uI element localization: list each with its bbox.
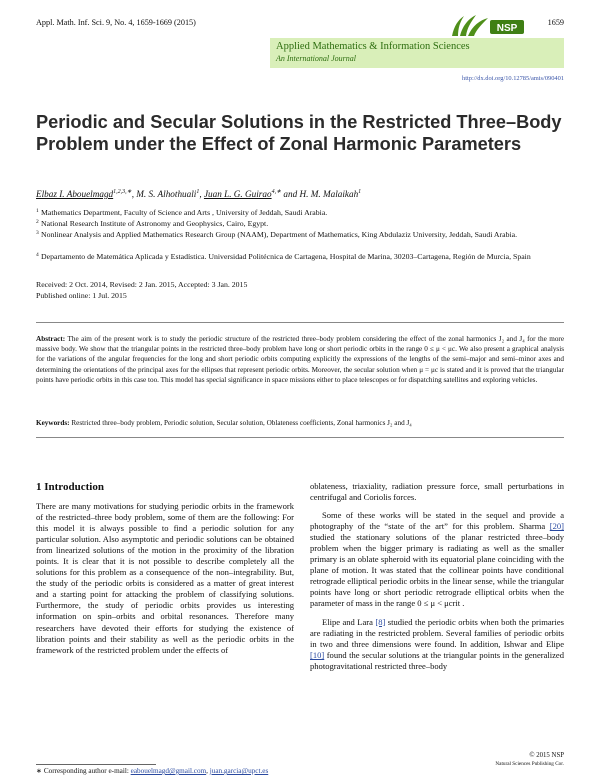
citation-link[interactable]: [20] — [549, 521, 564, 532]
section-heading: 1 Introduction — [36, 481, 104, 493]
footnote-rule — [36, 764, 156, 765]
left-column — [36, 501, 294, 656]
author-affiliation-marker: 4,∗ — [271, 188, 282, 195]
journal-logo — [446, 12, 526, 38]
author-affiliation-marker: 1 — [196, 188, 200, 195]
keywords-text: Restricted three–body problem, Periodic solution, Secular solution, Oblateness coefficients, Zonal harmonics J₂ and J₄ — [71, 419, 412, 427]
right-column — [310, 481, 564, 672]
email-link[interactable]: juan.garcia@upct.es — [209, 767, 269, 775]
abstract-text: The aim of the present work is to study the periodic structure of the restricted three–body problem considering the effect of the zonal harmonics J₂ and J₄ for the more massive body. We show that the triangular points in the restricted three–body problem have long or short periodic orbits in the range 0 ≤ μ < μc. We also present a graphical analysis for the variations of the angular frequencies for the long and short periodic orbits computing explicitly the expressions of the lengths of the semi–major and semi–minor axes and determining the orientations of the principal axes for the ellipses that represent periodic orbits. Moreover, the secular solution when μ = μc is stated and it is proved that the triangular points have periodic orbits in this case too. This model has special significance in space missions either to place telescopes or for dispatching satellites and exploring vehicles. — [36, 335, 565, 384]
author-affiliation-marker: 1 — [358, 188, 362, 195]
keywords — [36, 418, 564, 428]
author-name: M. S. Alhothuali — [136, 189, 197, 199]
author-name: H. M. Malaikah — [299, 189, 359, 199]
affiliation-1: 1 Mathematics Department, Faculty of Science and Arts , University of Jeddah, Saudi Arabia. — [36, 208, 328, 217]
page-number: 1659 — [547, 18, 564, 27]
logo-text: NSP — [496, 23, 518, 34]
affiliation-3: 3 Nonlinear Analysis and Applied Mathematics Research Group (NAAM), Department of Mathematics, King Abdulaziz University, Jeddah, Saudi Arabia. — [36, 230, 518, 239]
published-date: Published online: 1 Jul. 2015 — [36, 290, 127, 300]
citation-link[interactable]: [10] — [310, 649, 325, 660]
corresponding-author: ∗ Corresponding author e-mail: eabouelmagd@gmail.com, juan.garcia@upct.es — [36, 767, 269, 775]
abstract-label: Abstract: — [36, 335, 66, 343]
publisher: Natural Sciences Publishing Cor. — [495, 761, 564, 767]
copyright: © 2015 NSP — [529, 752, 564, 759]
article-dates — [36, 280, 247, 301]
author-list: Elbaz I. Abouelmagd$^{1,2,3,∗}$, M. S. Alhothuali$^1$, Juan L. G. Guirao$^{4,∗}$ and H. M. Malaikah$^1$ — [36, 188, 362, 199]
email-link[interactable]: eabouelmagd@gmail.com — [130, 767, 207, 775]
affiliation-2: 2 National Research Institute of Astronomy and Geophysics, Cairo, Egypt. — [36, 219, 269, 228]
affiliation-4: 4 Departamento de Matemática Aplicada y Estadística. Universidad Politécnica de Cartagena, Hospital de Marina, 30203–Cartagena, Región de Murcia, Spain — [36, 252, 531, 261]
author-affiliation-marker: 1,2,3,∗ — [113, 188, 132, 195]
keywords-label: Keywords: — [36, 419, 70, 427]
citation-link[interactable]: [8] — [375, 616, 386, 627]
paragraph: Some of these works will be stated in the sequel and provide a photography of the “state of the art” for this problem. Sharma [20] studied the stationary solutions of the planar restricted three–body problem when the bigger primary is radiating as well as the smaller primary is an oblate spheroid with its equatorial plane coinciding with the plane of motion. It was stated that the collinear points have conditional retrograde elliptical periodic orbits in the linear sense, while the triangular points have long or short periodic retrograde elliptical orbits when the parameter of mass in the range 0 ≤ μ < μcrit . — [310, 510, 564, 609]
journal-subtitle: An International Journal — [276, 54, 356, 63]
divider — [36, 322, 564, 323]
doi-link[interactable]: http://dx.doi.org/10.12785/amis/090401 — [462, 75, 564, 82]
article-title: Periodic and Secular Solutions in the Restricted Three–Body Problem under the Effect of Zonal Harmonic Parameters — [36, 112, 562, 154]
paragraph: oblateness, triaxiality, radiation pressure force, small perturbations in centrifugal and Coriolis forces. — [310, 481, 564, 503]
abstract — [36, 334, 564, 385]
author-name: Juan L. G. Guirao — [203, 189, 272, 199]
journal-title: Applied Mathematics & Information Sciences — [276, 41, 470, 52]
running-head: Appl. Math. Inf. Sci. 9, No. 4, 1659-1669 (2015) — [36, 18, 196, 27]
author-name: Elbaz I. Abouelmagd — [36, 189, 114, 199]
paragraph: There are many motivations for studying periodic orbits in the framework of the restricted–three body problem, some of them are the following: For this model it is always possible to find a periodic solution for any particular solution. Also asymptotic and periodic solutions can be obtained from linearized solutions of the motion in the proximity of the libration points. It is clear that it is not possible to describe completely all the solutions for this problem as a consequence of the non–integrability. But, the study of the periodic orbits is considered as a matter of great interest and a starting point for attacking the problem of classifying solutions. Furthermore, the study of periodic orbits provides us interesting information on spin–orbits and orbital resonances. Therefore many researchers have devoted their efforts for studying the existence of libration points and their stability as well as the periodic orbits in the framework of the restricted problem under the effects of — [36, 501, 294, 655]
paragraph: Elipe and Lara [8] studied the periodic orbits when both the primaries are radiating in the restricted problem. Several families of periodic orbits in two and three dimensions were found. In addition, Ishwar and Elipe [10] found the secular solutions at the triangular points in the generalized photogravitational restricted three–body — [310, 616, 564, 671]
divider — [36, 437, 564, 438]
received-dates: Received: 2 Oct. 2014, Revised: 2 Jan. 2015, Accepted: 3 Jan. 2015 — [36, 280, 248, 289]
